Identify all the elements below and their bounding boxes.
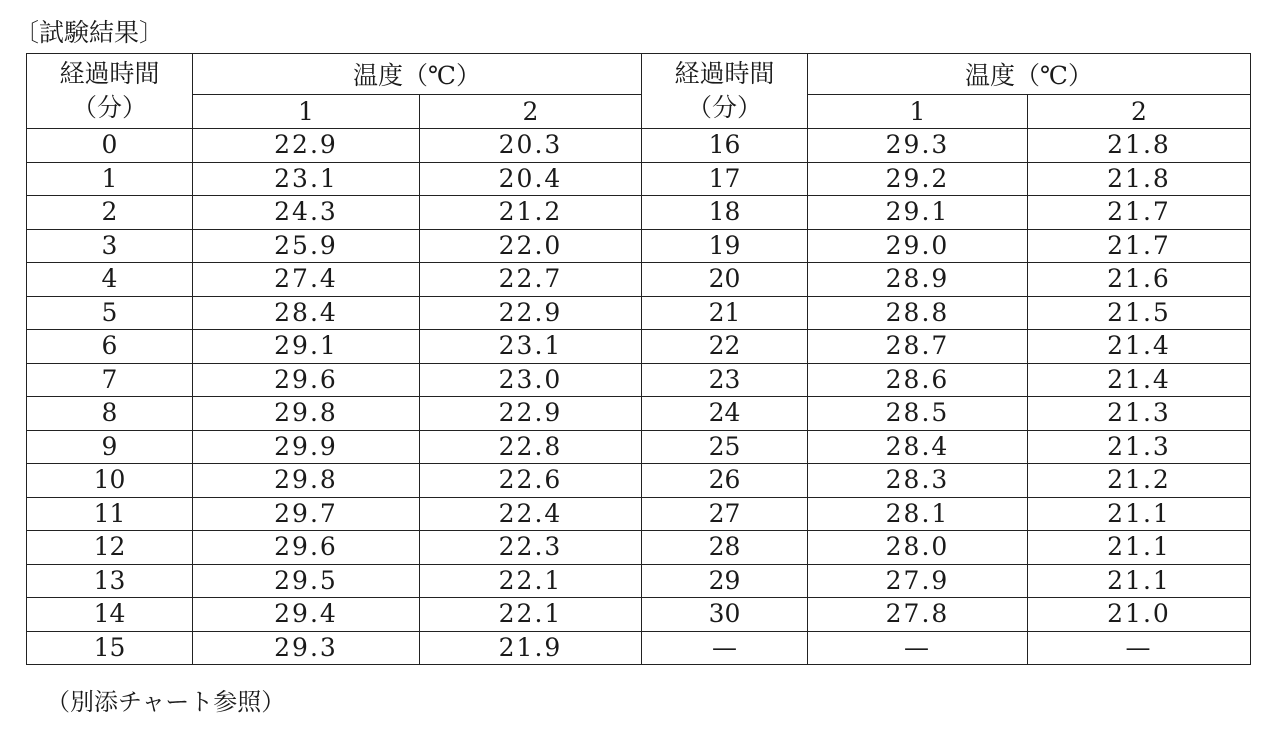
elapsed-minutes-cell: 23: [642, 363, 808, 397]
table-row: [27, 330, 1251, 364]
temp-sensor-2-cell: 21.3: [1028, 397, 1251, 431]
temp-sensor-2-cell: 21.6: [1028, 263, 1251, 297]
table-row: [27, 263, 1251, 297]
elapsed-minutes-cell: 13: [27, 564, 193, 598]
temp-sensor-2-cell: 21.7: [1028, 196, 1251, 230]
temp-sensor-1-cell: —: [808, 631, 1028, 665]
temp-sensor-2-cell: 20.3: [420, 129, 642, 163]
temp-sensor-2-cell: 21.3: [1028, 430, 1251, 464]
temp-sensor-1-cell: 28.8: [808, 296, 1028, 330]
elapsed-minutes-cell: 24: [642, 397, 808, 431]
elapsed-minutes-cell: 16: [642, 129, 808, 163]
temp-sensor-1-cell: 29.9: [193, 430, 420, 464]
minutes-unit-label: （分）: [71, 93, 147, 122]
elapsed-minutes-cell: 25: [642, 430, 808, 464]
temp-sensor-1-cell: 27.4: [193, 263, 420, 297]
temp-sensor-1-cell: 29.1: [193, 330, 420, 364]
temp-sensor-2-cell: 22.6: [420, 464, 642, 498]
elapsed-minutes-cell: 0: [27, 129, 193, 163]
temp-sensor-2-cell: 21.1: [1028, 497, 1251, 531]
elapsed-minutes-cell: 2: [27, 196, 193, 230]
document-title: 〔試験結果〕: [14, 18, 165, 47]
sensor-1-header-right: 1: [808, 95, 1028, 129]
elapsed-minutes-cell: 5: [27, 296, 193, 330]
elapsed-minutes-cell: 6: [27, 330, 193, 364]
temp-sensor-2-cell: 21.4: [1028, 363, 1251, 397]
temp-sensor-2-cell: 22.4: [420, 497, 642, 531]
table-row: [27, 162, 1251, 196]
temp-sensor-2-cell: 23.1: [420, 330, 642, 364]
temp-sensor-2-cell: —: [1028, 631, 1251, 665]
temp-sensor-1-cell: 23.1: [193, 162, 420, 196]
temp-sensor-2-cell: 21.1: [1028, 564, 1251, 598]
temp-sensor-1-cell: 24.3: [193, 196, 420, 230]
results-table: [26, 53, 1251, 665]
elapsed-minutes-cell: 10: [27, 464, 193, 498]
elapsed-minutes-cell: 11: [27, 497, 193, 531]
temp-sensor-2-cell: 21.2: [420, 196, 642, 230]
elapsed-minutes-cell: 20: [642, 263, 808, 297]
temp-sensor-2-cell: 21.4: [1028, 330, 1251, 364]
sensor-2-header-left: 2: [420, 95, 642, 129]
temp-sensor-1-cell: 28.4: [808, 430, 1028, 464]
elapsed-minutes-cell: 17: [642, 162, 808, 196]
temp-sensor-1-cell: 27.9: [808, 564, 1028, 598]
elapsed-minutes-cell: 3: [27, 229, 193, 263]
temp-sensor-2-cell: 22.9: [420, 296, 642, 330]
elapsed-time-label: 経過時間: [674, 59, 775, 88]
temp-sensor-1-cell: 29.0: [808, 229, 1028, 263]
elapsed-minutes-cell: 30: [642, 598, 808, 632]
temp-sensor-2-cell: 23.0: [420, 363, 642, 397]
temp-sensor-1-cell: 29.2: [808, 162, 1028, 196]
table-row: [27, 196, 1251, 230]
temp-sensor-2-cell: 22.3: [420, 531, 642, 565]
elapsed-time-header-right: [642, 54, 808, 129]
table-row: [27, 531, 1251, 565]
elapsed-minutes-cell: 4: [27, 263, 193, 297]
elapsed-minutes-cell: 1: [27, 162, 193, 196]
table-row: [27, 363, 1251, 397]
table-row: [27, 296, 1251, 330]
table-row: [27, 397, 1251, 431]
temp-sensor-2-cell: 21.2: [1028, 464, 1251, 498]
elapsed-minutes-cell: 22: [642, 330, 808, 364]
table-row: [27, 564, 1251, 598]
temp-sensor-1-cell: 29.6: [193, 531, 420, 565]
temp-sensor-1-cell: 22.9: [193, 129, 420, 163]
elapsed-minutes-cell: 7: [27, 363, 193, 397]
temp-sensor-2-cell: 21.5: [1028, 296, 1251, 330]
footnote: （別添チャート参照）: [46, 688, 286, 716]
temp-sensor-2-cell: 21.8: [1028, 162, 1251, 196]
sensor-1-header-left: 1: [193, 95, 420, 129]
temp-sensor-1-cell: 29.3: [808, 129, 1028, 163]
temp-sensor-1-cell: 27.8: [808, 598, 1028, 632]
elapsed-minutes-cell: —: [642, 631, 808, 665]
table-row: [27, 430, 1251, 464]
elapsed-minutes-cell: 26: [642, 464, 808, 498]
temp-sensor-1-cell: 28.6: [808, 363, 1028, 397]
elapsed-minutes-cell: 18: [642, 196, 808, 230]
table-row: [27, 229, 1251, 263]
sensor-2-header-right: 2: [1028, 95, 1251, 129]
elapsed-minutes-cell: 14: [27, 598, 193, 632]
temperature-header-left: 温度（℃）: [193, 54, 642, 95]
temp-sensor-2-cell: 22.1: [420, 564, 642, 598]
temp-sensor-1-cell: 29.5: [193, 564, 420, 598]
temp-sensor-1-cell: 29.8: [193, 397, 420, 431]
temp-sensor-1-cell: 28.7: [808, 330, 1028, 364]
elapsed-minutes-cell: 19: [642, 229, 808, 263]
elapsed-time-label: 経過時間: [59, 59, 160, 88]
elapsed-minutes-cell: 15: [27, 631, 193, 665]
elapsed-minutes-cell: 27: [642, 497, 808, 531]
elapsed-minutes-cell: 21: [642, 296, 808, 330]
temp-sensor-1-cell: 29.8: [193, 464, 420, 498]
temp-sensor-1-cell: 29.7: [193, 497, 420, 531]
temp-sensor-2-cell: 22.7: [420, 263, 642, 297]
table-body: [27, 129, 1251, 665]
temp-sensor-1-cell: 28.4: [193, 296, 420, 330]
elapsed-minutes-cell: 9: [27, 430, 193, 464]
table-row: [27, 631, 1251, 665]
temp-sensor-1-cell: 29.4: [193, 598, 420, 632]
elapsed-minutes-cell: 29: [642, 564, 808, 598]
temp-sensor-2-cell: 21.1: [1028, 531, 1251, 565]
temp-sensor-2-cell: 22.0: [420, 229, 642, 263]
temp-sensor-1-cell: 25.9: [193, 229, 420, 263]
temp-sensor-2-cell: 21.8: [1028, 129, 1251, 163]
elapsed-time-header-left: [27, 54, 193, 129]
table-row: [27, 497, 1251, 531]
table-row: [27, 464, 1251, 498]
temp-sensor-1-cell: 29.3: [193, 631, 420, 665]
temp-sensor-2-cell: 20.4: [420, 162, 642, 196]
temp-sensor-1-cell: 28.5: [808, 397, 1028, 431]
temp-sensor-1-cell: 28.1: [808, 497, 1028, 531]
table-row: [27, 598, 1251, 632]
temp-sensor-2-cell: 22.9: [420, 397, 642, 431]
temp-sensor-1-cell: 28.0: [808, 531, 1028, 565]
temp-sensor-1-cell: 28.9: [808, 263, 1028, 297]
minutes-unit-label: （分）: [686, 93, 762, 122]
temp-sensor-1-cell: 29.1: [808, 196, 1028, 230]
elapsed-minutes-cell: 8: [27, 397, 193, 431]
temp-sensor-2-cell: 22.1: [420, 598, 642, 632]
temp-sensor-2-cell: 21.9: [420, 631, 642, 665]
temperature-header-right: 温度（℃）: [808, 54, 1251, 95]
temp-sensor-2-cell: 21.7: [1028, 229, 1251, 263]
temp-sensor-1-cell: 29.6: [193, 363, 420, 397]
temp-sensor-1-cell: 28.3: [808, 464, 1028, 498]
elapsed-minutes-cell: 12: [27, 531, 193, 565]
temp-sensor-2-cell: 21.0: [1028, 598, 1251, 632]
table-row: [27, 129, 1251, 163]
elapsed-minutes-cell: 28: [642, 531, 808, 565]
temp-sensor-2-cell: 22.8: [420, 430, 642, 464]
